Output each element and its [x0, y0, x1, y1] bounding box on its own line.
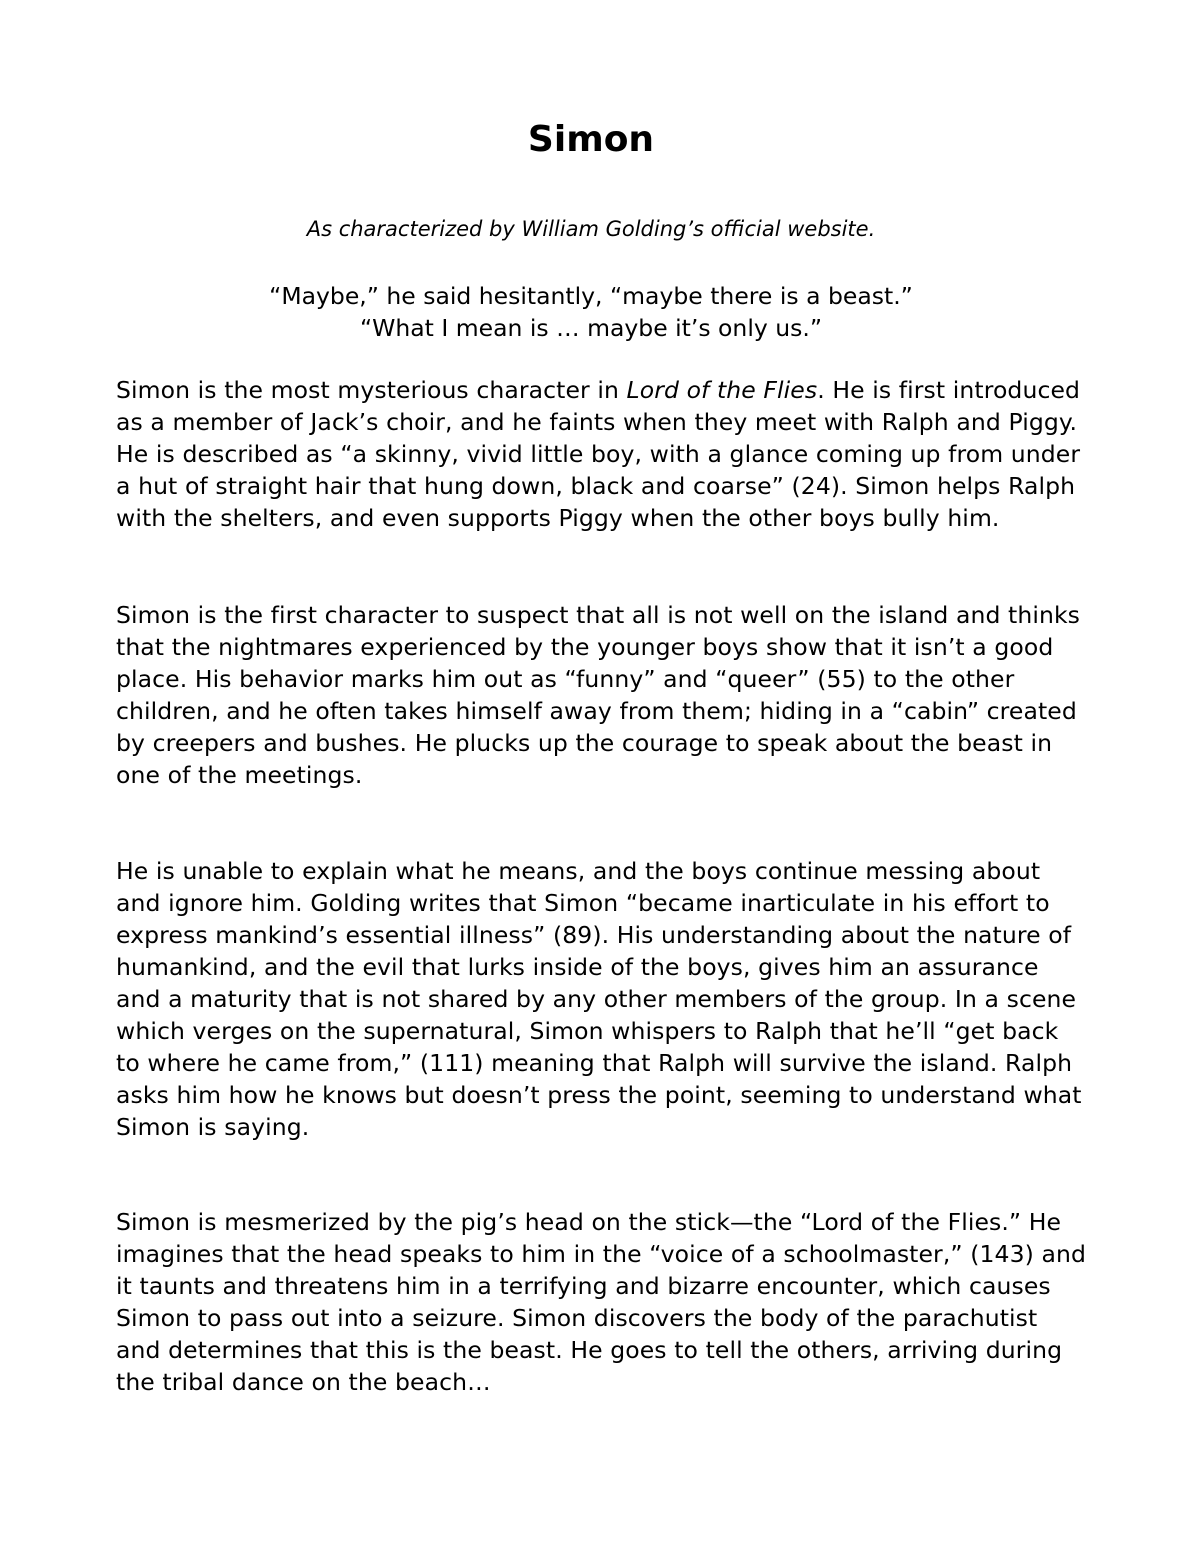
book-title-italic: Lord of the Flies: [626, 376, 818, 404]
quote-line-1: “Maybe,” he said hesitantly, “maybe there is a beast.”: [269, 282, 913, 310]
epigraph-quote: [116, 280, 1066, 344]
document-title: Simon: [527, 119, 655, 160]
document-subtitle: As characterized by William Golding’s official website.: [306, 217, 876, 241]
paragraph-2: Simon is the first character to suspect that all is not well on the island and thinks that the nightmares experienced by the younger boys show that it isn’t a good place. His behavior marks him out as “funny” and “queer” (55) to the other children, and he often takes himself away from them; hiding in a “cabin” created by creepers and bushes. He plucks up the courage to speak about the beast in one of the meetings.: [116, 601, 1081, 789]
paragraph-4: Simon is mesmerized by the pig’s head on the stick—the “Lord of the Flies.” He imagines that the head speaks to him in the “voice of a schoolmaster,” (143) and it taunts and threatens him in a terrifying and bizarre encounter, which causes Simon to pass out into a seizure. Simon discovers the body of the parachutist and determines that this is the beast. He goes to tell the others, arriving during the tribal dance on the beach…: [116, 1208, 1087, 1396]
paragraph-1-rest: . He is first introduced as a member of Jack’s choir, and he faints when they meet with Ralph and Piggy. He is described as “a skinny, vivid little boy, with a glance coming up from under a hut of straight hair that hung down, black and coarse” (24). Simon helps Ralph with the shelters, and even supports Piggy when the other boys bully him.: [116, 376, 1081, 532]
paragraph-3: He is unable to explain what he means, and the boys continue messing about and ignore him. Golding writes that Simon “became inarticulate in his effort to express mankind’s essential illness” (89). His understanding about the nature of humankind, and the evil that lurks inside of the boys, gives him an assurance and a maturity that is not shared by any other members of the group. In a scene which verges on the supernatural, Simon whispers to Ralph that he’ll “get back to where he came from,” (111) meaning that Ralph will survive the island. Ralph asks him how he knows but doesn’t press the point, seeming to understand what Simon is saying.: [116, 857, 1082, 1141]
paragraph-1-start: Simon is the most mysterious character in: [116, 376, 627, 404]
quote-line-2: “What I mean is … maybe it’s only us.”: [359, 314, 823, 342]
paragraph-1: [116, 374, 1086, 534]
